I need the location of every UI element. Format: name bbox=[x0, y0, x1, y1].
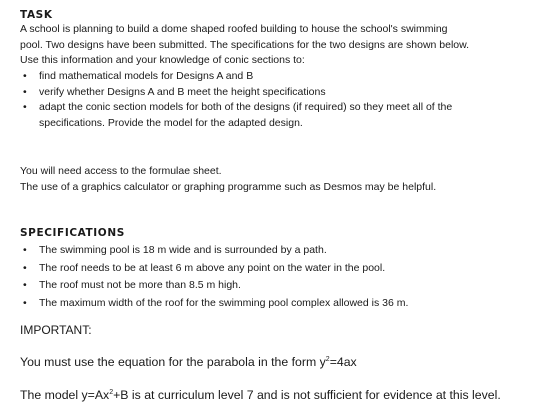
bullet-icon: • bbox=[23, 279, 27, 291]
task-note-calculator: The use of a graphics calculator or graphing programme such as Desmos may be helpful. bbox=[20, 181, 437, 193]
task-bullet-list bbox=[20, 69, 452, 131]
note-text: The model y=Ax bbox=[20, 388, 110, 402]
requirement-text: You must use the equation for the parabola in the form y bbox=[20, 355, 326, 369]
task-intro-line-1: A school is planning to build a dome shaped roofed building to house the school's swimming bbox=[20, 23, 448, 35]
list-item bbox=[20, 260, 408, 278]
bullet-icon: • bbox=[23, 261, 27, 274]
bullet-icon: • bbox=[23, 85, 27, 98]
task-intro-line-3: Use this information and your knowledge of conic sections to: bbox=[20, 54, 305, 66]
list-item bbox=[20, 69, 452, 85]
important-label: IMPORTANT: bbox=[20, 323, 92, 337]
parabola-form-requirement bbox=[20, 355, 357, 369]
task-heading: TASK bbox=[20, 9, 53, 21]
task-intro-line-2: pool. Two designs have been submitted. The specifications for the two designs are shown below. bbox=[20, 39, 470, 51]
task-note-formulae: You will need access to the formulae sheet. bbox=[20, 165, 222, 177]
list-item bbox=[20, 100, 452, 131]
model-level-note bbox=[20, 388, 501, 402]
list-item bbox=[20, 242, 408, 260]
specifications-bullet-list bbox=[20, 242, 408, 312]
specifications-heading: SPECIFICATIONS bbox=[20, 227, 125, 239]
bullet-icon: • bbox=[23, 70, 27, 82]
spec-bullet-text: The roof must not be more than 8.5 m high. bbox=[39, 279, 241, 291]
task-bullet-text: verify whether Designs A and B meet the height specifications bbox=[39, 85, 326, 98]
bullet-icon: • bbox=[23, 101, 27, 113]
bullet-icon: • bbox=[23, 244, 27, 256]
task-bullet-continuation: specifications. Provide the model for the adapted design. bbox=[39, 116, 303, 129]
bullet-icon: • bbox=[23, 296, 27, 309]
spec-bullet-text: The swimming pool is 18 m wide and is surrounded by a path. bbox=[39, 244, 327, 256]
list-item bbox=[20, 277, 408, 295]
requirement-text: =4ax bbox=[329, 355, 357, 369]
spec-bullet-text: The maximum width of the roof for the swimming pool complex allowed is 36 m. bbox=[39, 296, 409, 309]
task-bullet-text: find mathematical models for Designs A and B bbox=[39, 70, 254, 82]
note-text: +B is at curriculum level 7 and is not sufficient for evidence at this level. bbox=[113, 388, 501, 402]
task-bullet-text: adapt the conic section models for both of the designs (if required) so they meet all of the bbox=[39, 101, 453, 113]
list-item bbox=[20, 295, 408, 313]
exponent: 2 bbox=[325, 356, 330, 363]
spec-bullet-text: The roof needs to be at least 6 m above any point on the water in the pool. bbox=[39, 261, 386, 274]
exponent: 2 bbox=[109, 389, 114, 396]
list-item bbox=[20, 85, 452, 101]
